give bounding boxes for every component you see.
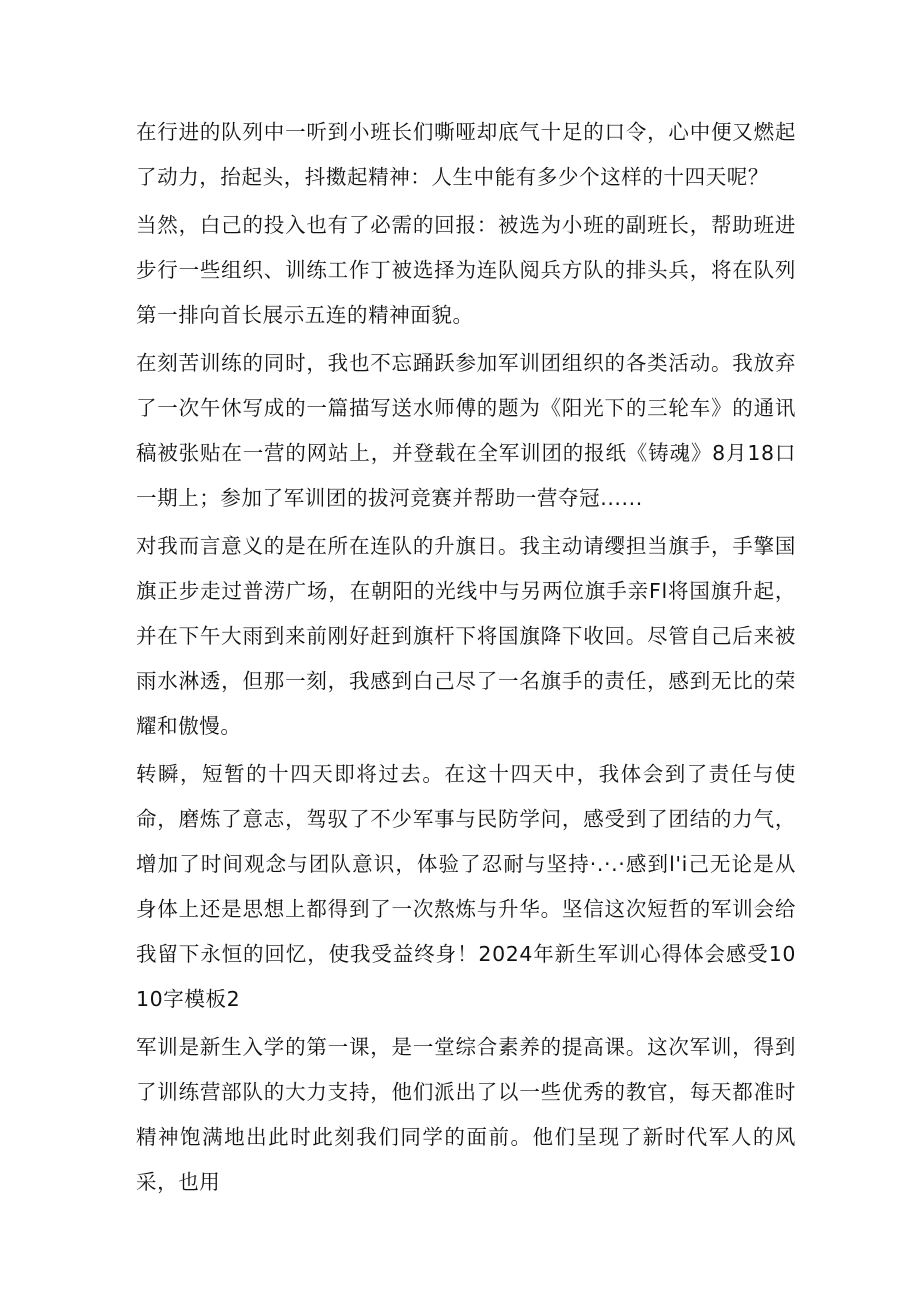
document-body [136,110,796,1208]
paragraph-6: 军训是新生入学的第一课，是一堂综合素养的提高课。这次军训，得到了训练营部队的大力支持，他们派出了以一些优秀的教官，每天都准时精神饱满地出此时此刻我们同学的面前。他们呈现了新时代军人的风采，也用 [136,1035,796,1194]
paragraph-2: 当然，白己的投入也有了必需的回报：被选为小班的副班长，帮助班进步行一些组织、训练工作丁被选择为连队阅兵方队的排头兵，将在队列第一排向首长展示五连的精神面貌。 [136,213,796,327]
paragraph-1: 在行进的队列中一听到小班长们嘶哑却底气十足的口令，心中便又燃起了动力，抬起头，抖擞起精神：人生中能有多少个这样的十四天呢？ [136,120,796,189]
paragraph-4: 对我而言意义的是在所在连队的升旗日。我主动请缨担当旗手，手擎国旗正步走过普涝广场，在朝阳的光线中与另两位旗手亲Fl将国旗升起，并在下午大雨到来前刚好赶到旗杆下将国旗降下收回。尽管自己后来被雨水淋透，但那一刻，我感到白己尽了一名旗手的责任，感到无比的荣耀和傲慢。 [136,534,796,738]
paragraph-5: 转瞬，短暂的十四天即将过去。在这十四天中，我体会到了责任与使命，磨炼了意志，驾驭了不少军事与民防学问，感受到了团结的力气，增加了时间观念与团队意识，体验了忍耐与坚持·.·.·感到l'i己无论是从身体上还是思想上都得到了一次熬炼与升华。坚信这次短哲的军训会给我留下永恒的回忆，使我受益终身！2024年新生军训心得体会感受1010字模板2 [136,762,796,1011]
paragraph-3: 在刻苦训练的同时，我也不忘踊跃参加军训团组织的各类活动。我放弃了一次午休写成的一篇描写送水师傅的题为《阳光下的三轮车》的通讯稿被张贴在一营的网站上，并登载在全军训团的报纸《铸魂》8月18口一期上；参加了军训团的拔河竞赛并帮助一营夺冠...... [136,351,796,510]
